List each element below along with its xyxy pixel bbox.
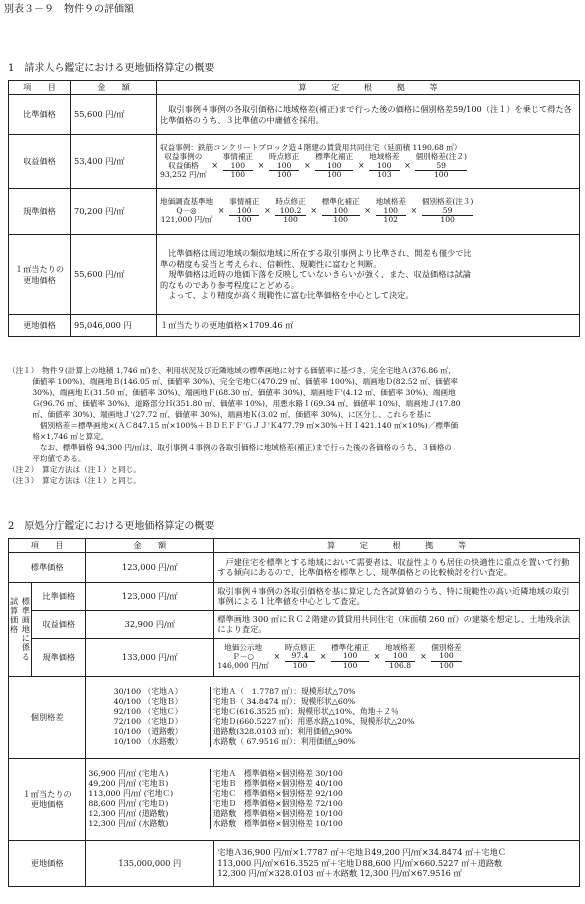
- row-basis: 標準画地 300 ㎡にＲＣ２階建の賃貸用共同住宅（床面積 260 ㎡）の建築を想定し、土地残余法により査定。: [214, 610, 580, 638]
- table-row: [9, 552, 580, 582]
- row-basis: １㎡当たりの更地価格×1709.46 ㎡: [157, 315, 580, 337]
- list-item: 36,900 円/㎡ (宅地Ａ) 宅地Ａ 標準価格×個別格差 30/100: [86, 769, 579, 779]
- table-row: [9, 582, 580, 610]
- col-header-item: 項 目: [9, 539, 86, 553]
- formula-factor: 標準化補正 100 100: [321, 196, 360, 225]
- list-item: 40/100 （宅地Ｂ） 宅地Ｂ（ 34.8474 ㎡）：規模形状△60%: [86, 697, 579, 707]
- row-label: 規準価格: [32, 638, 86, 676]
- table-row: [9, 638, 580, 676]
- row-label: 収益価格: [9, 135, 71, 189]
- row-label: 比準価格: [9, 95, 71, 135]
- formula-factor: 標準化補正 100 100: [331, 642, 370, 671]
- unit-price-cell: [86, 758, 580, 840]
- row-label: １㎡当たりの 更地価格: [9, 235, 71, 315]
- formula-factor: 個別格差(注２) 59 100: [415, 151, 467, 180]
- col-header-amount: 金 額: [71, 81, 157, 95]
- table-row: [9, 95, 580, 135]
- section1-heading: 1 請求人ら鑑定における更地価格算定の概要: [8, 63, 215, 74]
- note-1: （注１） 物件９(計算上の地積 1,746 ㎡)を、利用状況及び近隣地域の標準画地に対する価値率に基づき、完全宅地Ａ(376.86 ㎡、: [8, 366, 456, 375]
- row-basis: 取引事例４事例の各取引価格を基に算定した各試算値のうち、特に規範性の高い近隣地域の取引事例による１比準値を中心として査定。: [214, 582, 580, 610]
- formula-factor: 事情補正 100 100: [229, 196, 260, 225]
- row-amount: 135,000,000 円: [86, 840, 214, 886]
- row-basis: 地価調査基準地 Q－◎ 121,000 円/㎡ × 事情補正 100 100 × 時点修正 100.2 100 × 標準化補正 100 100 × 地域格差 100 102 × 個別格差(注３) 59 100: [157, 189, 580, 235]
- section1-notes: （注１） 物件９(計算上の地積 1,746 ㎡)を、利用状況及び近隣地域の標準画地に対する価値率に基づき、完全宅地Ａ(376.86 ㎡、 価値率 100%)、端画地Ｂ(146.05 ㎡、価値率 30%)、完全宅地Ｃ(470.29 ㎡、価値率 100%)、端画地Ｄ(82.52 ㎡、価値率 30%)、端画地Ｅ(31.50 ㎡、価値率 30%)、端画地Ｆ(68.30 ㎡、価値率 30%)、端画地Ｆ'(4.12 ㎡、価値率 30%)、端画地 Ｇ(96.76 ㎡、価値率 30%)、道路部分Ｈ(351.80 ㎡、価値率 10%)、用悪水路Ｉ(69.34 ㎡、価値率 10%)、端画地Ｊ(17.80 ㎡、価値率 30%)、端画地Ｊ'(27.72 ㎡、価値率 30%)、端画地Ｋ(3.02 ㎡、価値率 30%)、に区分し、これらを基に 個別格差＝標準画地×(ＡＣ847.15 ㎡×100%＋ＢＤＥＦＦ'ＧＪＪ'Ｋ477.79 ㎡×30%＋ＨＩ421.140 ㎡×10%)／標準価 格×1,746 ㎡と算定。 なお、標準価格 94,300 円/㎡は、取引事例４事例の各取引価格に地域格差(補正)まで行った後の各価格のうち、３価格の 平均値である。 （注２） 算定方法は（注１）と同じ。 （注３） 算定方法は（注１）と同じ。: [8, 365, 580, 486]
- section1-table: [8, 80, 580, 337]
- income-formula: 収益事例の 収益価格 93,252 円/㎡ × 事情補正 100 100 × 時点修正 100 100 × 標準化補正 100 100 × 地域格差 100 103 × 個別格差(注２) 59 100: [160, 151, 467, 180]
- row-amount: 32,900 円/㎡: [86, 610, 214, 638]
- formula-factor: 標準化補正 100 100: [315, 151, 354, 180]
- row-label: 標準価格: [9, 552, 86, 582]
- formula-factor: 個別格差(注３) 59 100: [421, 196, 474, 225]
- table-row: [9, 135, 580, 189]
- row-basis: 宅地Ａ36,900 円/㎡×1.7787 ㎡＋宅地Ｂ49,200 円/㎡×34.8474 ㎡＋宅地Ｃ 113,000 円/㎡×616.3525 ㎡＋宅地Ｄ88,600 円/㎡×660.5227 ㎡＋道路敷 12,300 円/㎡×328.0103 ㎡＋水路敷 12,300 円/㎡×67.9516 ㎡: [214, 840, 580, 886]
- table-row: [9, 676, 580, 758]
- table-row: [9, 610, 580, 638]
- note-3: （注３） 算定方法は（注１）と同じ。: [8, 476, 141, 485]
- row-label: 比準価格: [32, 582, 86, 610]
- row-label: 規準価格: [9, 189, 71, 235]
- row-amount: 55,600 円/㎡: [71, 235, 157, 315]
- row-basis: 地価公示地 Ｐ－○ 146,000 円/㎡ × 時点修正 97.4 100 × 標準化補正 100 100 × 地域格差 100 106.8 × 個別格差 100 100: [214, 638, 580, 676]
- note-2: （注２） 算定方法は（注１）と同じ。: [8, 465, 141, 474]
- formula-factor: 地域格差 100 106.8: [384, 642, 416, 671]
- row-label: 更地価格: [9, 840, 86, 886]
- document-title: 別表３－９ 物件９の評価額: [4, 4, 134, 15]
- list-item: 10/100 （道路敷） 道路敷(328.0103 ㎡)：利用価値△90%: [86, 727, 579, 737]
- row-amount: 95,046,000 円: [71, 315, 157, 337]
- table-row: [9, 758, 580, 840]
- list-item: 12,300 円/㎡ (水路敷) 水路敷 標準価格×個別格差 10/100: [86, 819, 579, 829]
- list-item: 72/100 （宅地Ｄ） 宅地Ｄ(660.5227 ㎡)：用悪水路△10%、規模形状△20%: [86, 717, 579, 727]
- table-row: [9, 235, 580, 315]
- list-item: 49,200 円/㎡ (宅地Ｂ) 宅地Ｂ 標準価格×個別格差 40/100: [86, 779, 579, 789]
- row-basis: [157, 135, 580, 189]
- row-amount: 70,200 円/㎡: [71, 189, 157, 235]
- table-row: [9, 840, 580, 886]
- row-amount: 133,000 円/㎡: [86, 638, 214, 676]
- formula-factor: 時点修正 97.4 100: [284, 642, 316, 671]
- formula-base: 収益事例の 収益価格 93,252 円/㎡: [160, 152, 207, 179]
- formula-factor: 地域格差 100 102: [375, 196, 406, 225]
- table-header-row: [9, 81, 580, 95]
- col-header-amount: 金 額: [86, 539, 214, 553]
- formula-factor: 地域格差 100 103: [369, 151, 400, 180]
- individual-diff-cell: [86, 676, 580, 758]
- formula-factor: 時点修正 100 100: [268, 151, 300, 180]
- table-row: [9, 315, 580, 337]
- list-item: 88,600 円/㎡ (宅地Ｄ) 宅地Ｄ 標準価格×個別格差 72/100: [86, 799, 579, 809]
- col-header-item: 項 目: [9, 81, 71, 95]
- row-amount: 123,000 円/㎡: [86, 582, 214, 610]
- row-label: 収益価格: [32, 610, 86, 638]
- row-basis: 比準価格は周辺地域の類似地域に所在する取引事例より比準され、開差も僅少で比 準の精度も妥当と考えられ、信頼性、規範性に富むと判断。 規準価格は近時の地価下落を反映していないきらいが強く、また、収益価格は試論 的なものであり参考程度にとどめる。 よって、より精度が高く規範性に富む比準価格を中心として決定。: [157, 235, 580, 315]
- col-header-basis: 算 定 根 拠 等: [214, 539, 580, 553]
- table-header-row: [9, 539, 580, 553]
- formula-factor: 個別格差 100 100: [431, 642, 462, 671]
- formula-base: 地価調査基準地 Q－◎ 121,000 円/㎡: [160, 197, 214, 224]
- formula-factor: 時点修正 100.2 100: [275, 196, 306, 225]
- list-item: 10/100 （水路敷） 水路敷（ 67.9516 ㎡）：利用価値△90%: [86, 737, 579, 747]
- list-item: 12,300 円/㎡ (道路敷) 道路敷 標準価格×個別格差 10/100: [86, 809, 579, 819]
- table-row: [9, 189, 580, 235]
- section2-heading: 2 原処分庁鑑定における更地価格算定の概要: [8, 521, 215, 532]
- row-amount: 53,400 円/㎡: [71, 135, 157, 189]
- row-amount: 55,600 円/㎡: [71, 95, 157, 135]
- list-item: 92/100 （宅地Ｃ） 宅地Ｃ(616.3525 ㎡)：規模形状△10%、角地＋２％: [86, 707, 579, 717]
- row-label: 個別格差: [9, 676, 86, 758]
- income-description: 収益事例：鉄筋コンクリートブロック造４階建の賃貸用共同住宅（延面積 1190.68 ㎡）: [160, 142, 462, 152]
- row-label: 更地価格: [9, 315, 71, 337]
- row-basis: 取引事例４事例の各取引価格に地域格差(補正)まで行った後の価格に個別格差59/100（注１）を乗じて得た各比準価格のうち、３比準値の中庸値を採用。: [157, 95, 580, 135]
- list-item: 30/100 （宅地Ａ） 宅地Ａ（ 1.7787 ㎡）：規模形状△70%: [86, 687, 579, 697]
- trial-price-vertical-label: 試算価格 標準画地に係る: [9, 582, 32, 676]
- row-label: １㎡当たりの 更地価格: [9, 758, 86, 840]
- formula-factor: 事情補正 100 100: [222, 151, 254, 180]
- formula-base: 地価公示地 Ｐ－○ 146,000 円/㎡: [217, 643, 269, 670]
- list-item: 113,000 円/㎡ (宅地Ｃ) 宅地Ｃ 標準価格×個別格差 92/100: [86, 789, 579, 799]
- col-header-basis: 算 定 根 拠 等: [157, 81, 580, 95]
- row-basis: 戸建住宅を標準とする地域において需要者は、収益性よりも居住の快適性に重点を置いて行動する傾向にあるので、比準価格を標準とし、規準価格との比較検討を行い査定。: [214, 552, 580, 582]
- row-amount: 123,000 円/㎡: [86, 552, 214, 582]
- section2-table: [8, 538, 580, 887]
